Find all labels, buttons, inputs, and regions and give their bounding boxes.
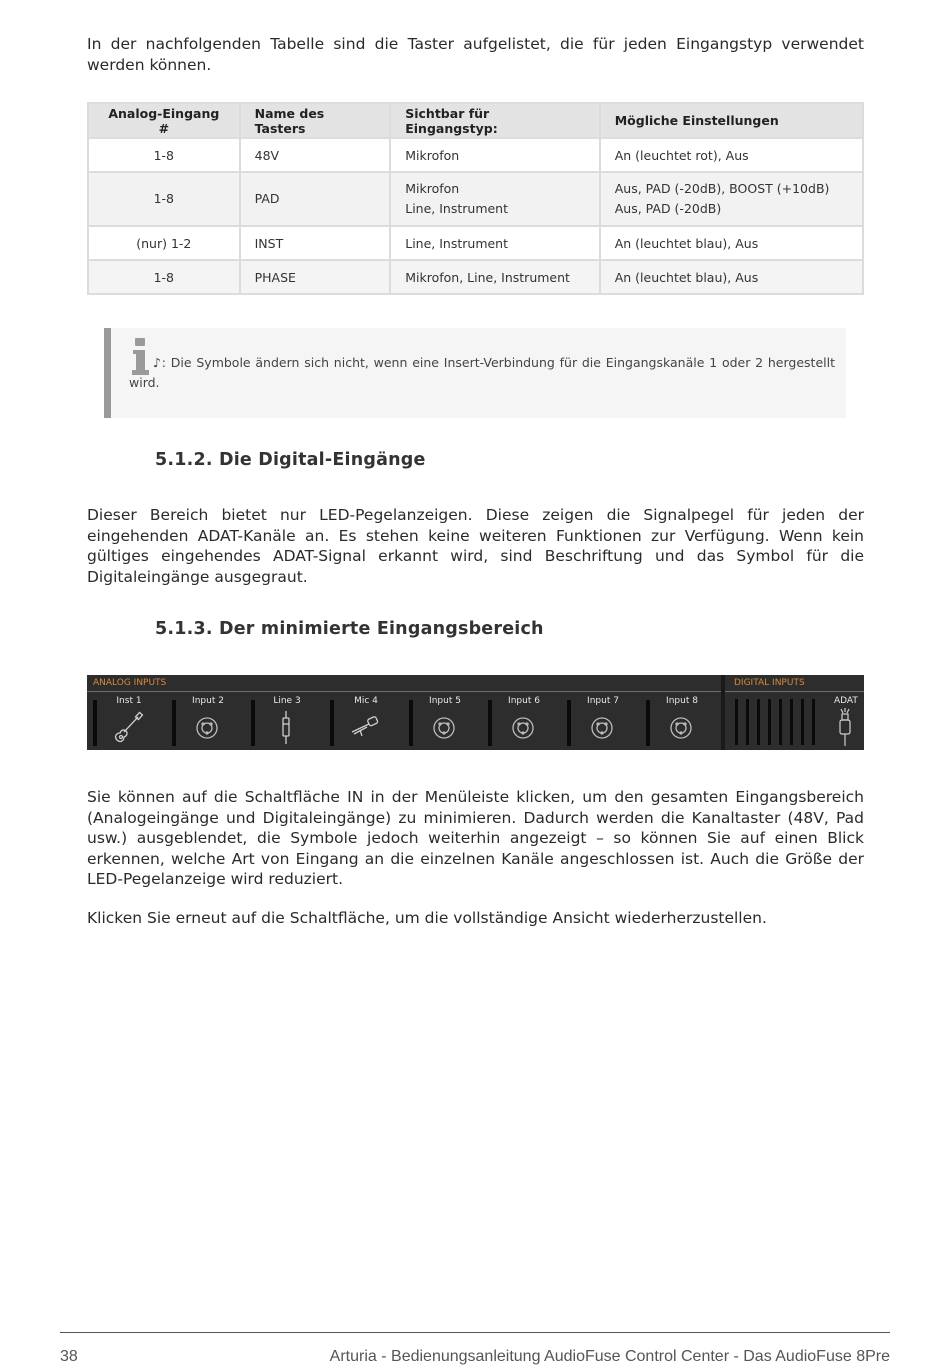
table-cell: (nur) 1-2 — [88, 226, 240, 260]
table-header-cell: Name des Tasters — [240, 103, 391, 138]
digital-inputs-paragraph: Dieser Bereich bietet nur LED-Pegelanzeigen. Diese zeigen die Signalpegel für jeden der eingehenden ADAT-Kanäle an. Es stehen keine weiteren Funktionen zur Verfügung. Wenn kein gültiges eingehendes ADAT-Signal erkannt wird, sind Beschriftung und das Symbol für die Digitaleingänge ausgegraut. — [87, 506, 864, 586]
level-meter — [646, 700, 650, 746]
adat-label: ADAT — [834, 696, 858, 706]
adat-level-meter — [746, 699, 749, 745]
table-row — [88, 260, 863, 294]
xlr-jack-icon — [585, 710, 619, 746]
table-row — [88, 172, 863, 226]
table-cell-line: Mikrofon — [405, 181, 460, 196]
level-meter — [172, 700, 176, 746]
table-cell: PHASE — [240, 260, 391, 294]
table-cell: PAD — [240, 172, 391, 226]
adat-level-meter — [790, 699, 793, 745]
table-cell-line: Aus, PAD (-20dB), BOOST (+10dB) — [614, 181, 830, 196]
optical-plug-icon — [837, 708, 853, 748]
section-heading-minimized-inputs: 5.1.3. Der minimierte Eingangsbereich — [155, 619, 544, 639]
level-meter — [567, 700, 571, 746]
table-header-cell: Sichtbar für Eingangstyp: — [390, 103, 600, 138]
channel-label: Input 7 — [587, 696, 619, 706]
level-meter — [409, 700, 413, 746]
adat-level-meter — [768, 699, 771, 745]
table-cell: Mikrofon, Line, Instrument — [390, 260, 600, 294]
minimized-input-strip — [87, 675, 864, 750]
input-channel-3[interactable] — [245, 692, 324, 750]
page-number: 38 — [60, 1348, 78, 1365]
guitar-icon — [111, 710, 145, 746]
level-meter — [251, 700, 255, 746]
adat-level-meter — [812, 699, 815, 745]
xlr-jack-icon — [190, 710, 224, 746]
table-cell: 1-8 — [88, 260, 240, 294]
table-cell: 1-8 — [88, 172, 240, 226]
channel-label: Input 5 — [429, 696, 461, 706]
table-cell: An (leuchtet blau), Aus — [600, 260, 863, 294]
input-channel-5[interactable] — [403, 692, 482, 750]
minimized-paragraph-1: Sie können auf die Schaltfläche IN in der Menüleiste klicken, um den gesamten Eingangsbereich (Analogeingänge und Digitaleingänge) zu minimieren. Dadurch werden die Kanaltaster (48V, Pad usw.) ausgeblendet, die Symbole jedoch weiterhin angezeigt – so können Sie auf einen Blick erkennen, welche Art von Eingang an die einzelnen Kanäle angeschlossen ist. Auch die Größe der LED-Pegelanzeige wird reduziert. — [87, 788, 864, 888]
table-cell: Line, Instrument — [390, 226, 600, 260]
digital-inputs-title: DIGITAL INPUTS — [734, 678, 805, 688]
table-cell: 48V — [240, 138, 391, 172]
xlr-jack-icon — [427, 710, 461, 746]
section-heading-digital-inputs: 5.1.2. Die Digital-Eingänge — [155, 450, 426, 470]
xlr-jack-icon — [506, 710, 540, 746]
table-cell: Mikrofon — [390, 138, 600, 172]
level-meter — [330, 700, 334, 746]
table-cell: An (leuchtet blau), Aus — [600, 226, 863, 260]
level-meter — [488, 700, 492, 746]
table-cell: INST — [240, 226, 391, 260]
intro-paragraph: In der nachfolgenden Tabelle sind die Taster aufgelistet, die für jeden Eingangstyp verwendet werden können. — [87, 35, 864, 74]
table-cell-line: Aus, PAD (-20dB) — [614, 201, 722, 216]
input-channel-4[interactable] — [324, 692, 403, 750]
input-channel-7[interactable] — [561, 692, 640, 750]
channel-label: Line 3 — [273, 696, 301, 706]
level-meter — [93, 700, 97, 746]
table-cell-line: Line, Instrument — [405, 201, 509, 216]
footer-title: Arturia - Bedienungsanleitung AudioFuse Control Center - Das AudioFuse 8Pre — [329, 1348, 890, 1365]
adat-level-meter — [757, 699, 760, 745]
channel-label: Inst 1 — [116, 696, 142, 706]
footer-divider — [60, 1332, 890, 1333]
table-cell — [390, 172, 600, 226]
table-row — [88, 138, 863, 172]
table-cell: 1-8 — [88, 138, 240, 172]
info-note — [104, 328, 846, 418]
adat-level-meter — [779, 699, 782, 745]
minimized-paragraph-2: Klicken Sie erneut auf die Schaltfläche, um die vollständige Ansicht wiederherzustellen. — [87, 909, 767, 927]
input-channel-8[interactable] — [640, 692, 719, 750]
adat-level-meter — [801, 699, 804, 745]
table-cell: An (leuchtet rot), Aus — [600, 138, 863, 172]
input-channel-2[interactable] — [166, 692, 245, 750]
table-row — [88, 226, 863, 260]
note-text: ♪: Die Symbole ändern sich nicht, wenn eine Insert-Verbindung für die Eingangskanäle 1 oder 2 hergestellt wird. — [129, 355, 835, 390]
xlr-jack-icon — [664, 710, 698, 746]
table-header-row — [88, 103, 863, 138]
adat-level-meter — [735, 699, 738, 745]
jack-plug-icon — [269, 710, 303, 746]
input-channel-1[interactable] — [87, 692, 166, 750]
channel-label: Mic 4 — [354, 696, 378, 706]
table-header-cell: Mögliche Einstellungen — [600, 103, 863, 138]
microphone-icon — [348, 710, 382, 746]
channel-label: Input 8 — [666, 696, 698, 706]
button-table — [87, 102, 864, 295]
channel-label: Input 6 — [508, 696, 540, 706]
table-header-cell: Analog-Eingang # — [88, 103, 240, 138]
analog-inputs-title: ANALOG INPUTS — [93, 678, 167, 688]
table-cell — [600, 172, 863, 226]
channel-label: Input 2 — [192, 696, 224, 706]
strip-section-separator — [721, 675, 725, 750]
input-channel-6[interactable] — [482, 692, 561, 750]
